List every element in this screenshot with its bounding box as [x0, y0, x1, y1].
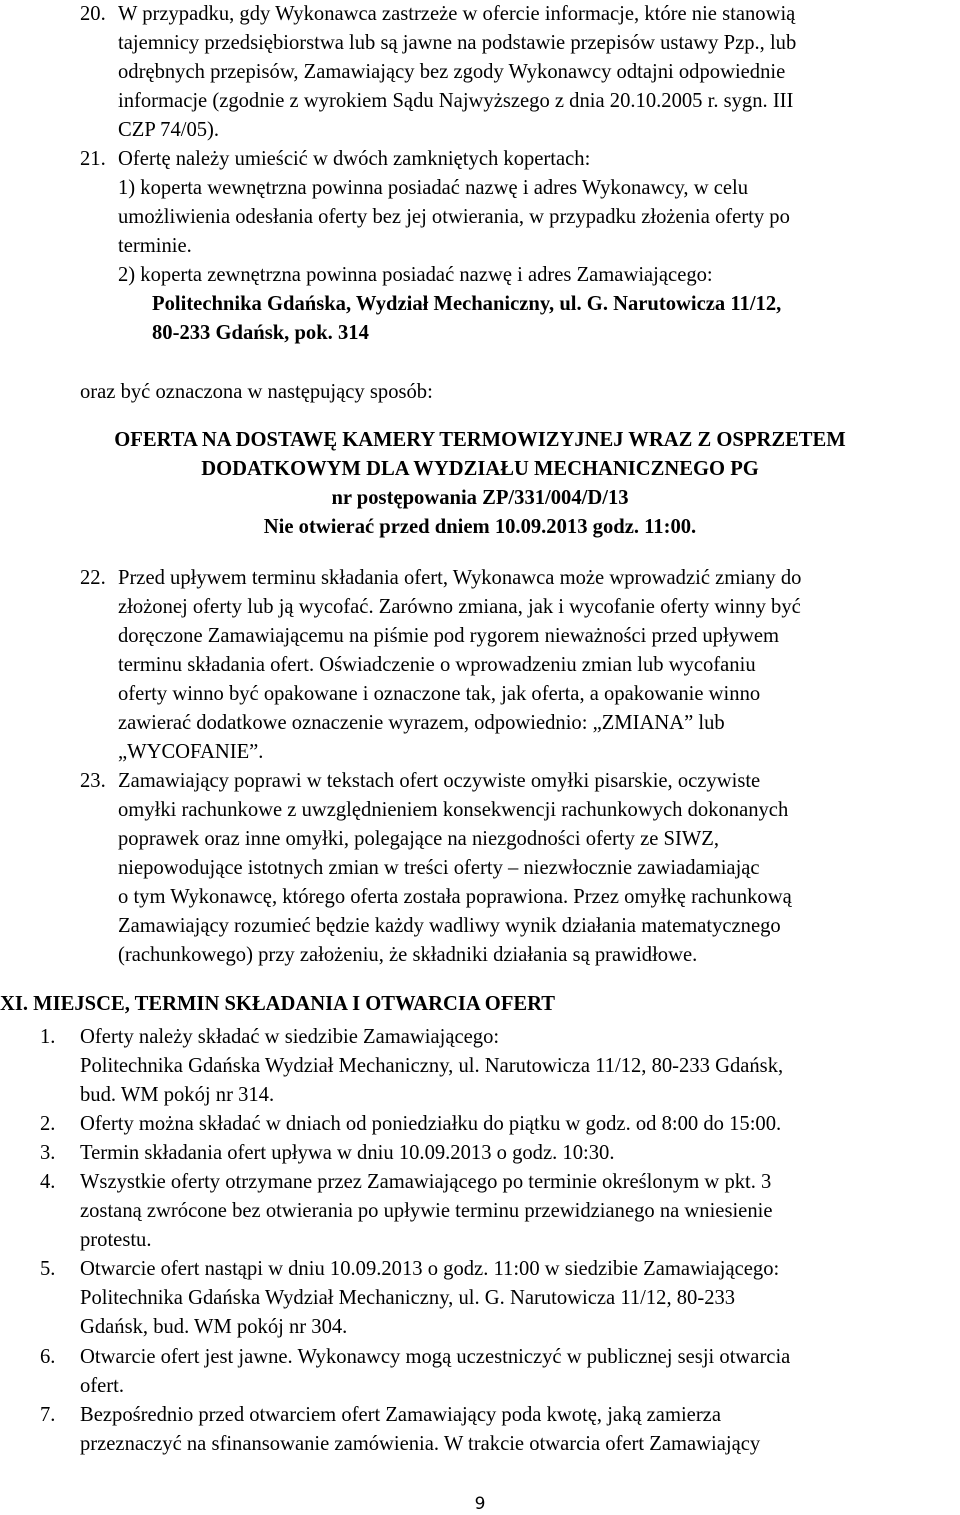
- text-line: Politechnika Gdańska Wydział Mechaniczny, ul. Narutowicza 11/12, 80-233 Gdańsk,: [80, 1055, 784, 1077]
- text-line: Zamawiający poprawi w tekstach ofert oczywiste omyłki pisarskie, oczywiste: [118, 770, 761, 792]
- item-number: 6.: [40, 1346, 56, 1368]
- section-item-1: [40, 1023, 958, 1110]
- text-line: Bezpośrednio przed otwarciem ofert Zamawiający poda kwotę, jaką zamierza: [80, 1404, 721, 1426]
- item-number: 2.: [40, 1113, 56, 1135]
- paragraph-20: [80, 0, 958, 145]
- section-item-5: [40, 1255, 958, 1342]
- text-line: doręczone Zamawiającemu na piśmie pod rygorem nieważności przed upływem: [118, 625, 780, 647]
- item-number: 1.: [40, 1026, 56, 1048]
- address-line: Politechnika Gdańska, Wydział Mechaniczny, ul. G. Narutowicza 11/12,: [152, 293, 782, 315]
- text-line: informacje (zgodnie z wyrokiem Sądu Najwyższego z dnia 20.10.2005 r. sygn. III: [118, 90, 794, 112]
- text-line: umożliwienia odesłania oferty bez jej otwierania, w przypadku złożenia oferty po: [118, 206, 790, 228]
- text-line: (rachunkowego) przy założeniu, że składniki działania są prawidłowe.: [118, 944, 698, 966]
- text-line: Politechnika Gdańska Wydział Mechaniczny, ul. G. Narutowicza 11/12, 80-233: [80, 1287, 736, 1309]
- marking-line: nr postępowania ZP/331/004/D/13: [331, 487, 629, 509]
- text-line: Otwarcie ofert jest jawne. Wykonawcy mogą uczestniczyć w publicznej sesji otwarcia: [80, 1346, 791, 1368]
- text-line: poprawek oraz inne omyłki, polegające na niezgodności oferty ze SIWZ,: [118, 828, 719, 850]
- text-line: o tym Wykonawcę, którego oferta została poprawiona. Przez omyłkę rachunkową: [118, 886, 792, 908]
- text-line: Oferty należy składać w siedzibie Zamawiającego:: [80, 1026, 500, 1048]
- text-line: Wszystkie oferty otrzymane przez Zamawiającego po terminie określonym w pkt. 3: [80, 1171, 772, 1193]
- item-number: 21.: [80, 148, 106, 170]
- paragraph-22: [80, 564, 958, 767]
- text-line: Zamawiający rozumieć będzie każdy wadliwy wynik działania matematycznego: [118, 915, 781, 937]
- item-number: 7.: [40, 1404, 56, 1426]
- text-line: odrębnych przepisów, Zamawiający bez zgody Wykonawcy odtajni odpowiednie: [118, 61, 786, 83]
- text-line: bud. WM pokój nr 314.: [80, 1084, 275, 1106]
- text-line: Otwarcie ofert nastąpi w dniu 10.09.2013 o godz. 11:00 w siedzibie Zamawiającego:: [80, 1258, 780, 1280]
- section-heading: XI. MIEJSCE, TERMIN SKŁADANIA I OTWARCIA OFERT: [0, 993, 556, 1015]
- section-item-6: [40, 1343, 958, 1401]
- text-line: terminie.: [118, 235, 192, 257]
- paragraph-23: [80, 767, 958, 970]
- item-number: 20.: [80, 3, 106, 25]
- text-line: Gdańsk, bud. WM pokój nr 304.: [80, 1316, 348, 1338]
- item-number: 4.: [40, 1171, 56, 1193]
- text-line: oferty winno być opakowane i oznaczone tak, jak oferta, a opakowanie winno: [118, 683, 761, 705]
- text-line: Przed upływem terminu składania ofert, Wykonawca może wprowadzić zmiany do: [118, 567, 802, 589]
- section-item-3: [40, 1139, 958, 1168]
- section-item-2: [40, 1110, 958, 1139]
- text-line: złożonej oferty lub ją wycofać. Zarówno zmiana, jak i wycofanie oferty winny być: [118, 596, 801, 618]
- text-line: zawierać dodatkowe oznaczenie wyrazem, odpowiednio: „ZMIANA” lub: [118, 712, 725, 734]
- text-line: 2) koperta zewnętrzna powinna posiadać nazwę i adres Zamawiającego:: [118, 264, 713, 286]
- text-line: „WYCOFANIE”.: [118, 741, 264, 763]
- item-number: 3.: [40, 1142, 56, 1164]
- paragraph-21: [80, 145, 958, 348]
- text-line: niepowodujące istotnych zmian w treści oferty – niezwłocznie zawiadamiając: [118, 857, 760, 879]
- item-number: 23.: [80, 770, 106, 792]
- address-line: 80-233 Gdańsk, pok. 314: [152, 322, 369, 344]
- text-line: Oferty można składać w dniach od poniedziałku do piątku w godz. od 8:00 do 15:00.: [80, 1113, 782, 1135]
- marking-intro: oraz być oznaczona w następujący sposób:: [80, 381, 433, 403]
- marking-line: DODATKOWYM DLA WYDZIAŁU MECHANICZNEGO PG: [201, 458, 759, 480]
- page-number: 9: [474, 1494, 486, 1514]
- marking-line: OFERTA NA DOSTAWĘ KAMERY TERMOWIZYJNEJ WRAZ Z OSPRZETEM: [114, 429, 846, 451]
- text-line: ofert.: [80, 1375, 125, 1397]
- text-line: zostaną zwrócone bez otwierania po upływie terminu przewidzianego na wniesienie: [80, 1200, 773, 1222]
- text-line: Ofertę należy umieścić w dwóch zamkniętych kopertach:: [118, 148, 591, 170]
- section-item-4: [40, 1168, 958, 1255]
- text-line: W przypadku, gdy Wykonawca zastrzeże w ofercie informacje, które nie stanowią: [118, 3, 796, 25]
- text-line: terminu składania ofert. Oświadczenie o wprowadzeniu zmian lub wycofaniu: [118, 654, 756, 676]
- text-line: 1) koperta wewnętrzna powinna posiadać nazwę i adres Wykonawcy, w celu: [118, 177, 749, 199]
- item-number: 5.: [40, 1258, 56, 1280]
- text-line: CZP 74/05).: [118, 119, 220, 141]
- section-item-7: [40, 1401, 958, 1459]
- text-line: omyłki rachunkowe z uwzględnieniem konsekwencji rachunkowych dokonanych: [118, 799, 789, 821]
- text-line: przeznaczyć na sfinansowanie zamówienia. W trakcie otwarcia ofert Zamawiający: [80, 1433, 761, 1455]
- text-line: protestu.: [80, 1229, 152, 1251]
- text-line: tajemnicy przedsiębiorstwa lub są jawne na podstawie przepisów ustawy Pzp., lub: [118, 32, 797, 54]
- item-number: 22.: [80, 567, 106, 589]
- text-line: Termin składania ofert upływa w dniu 10.09.2013 o godz. 10:30.: [80, 1142, 615, 1164]
- marking-line: Nie otwierać przed dniem 10.09.2013 godz. 11:00.: [263, 516, 697, 538]
